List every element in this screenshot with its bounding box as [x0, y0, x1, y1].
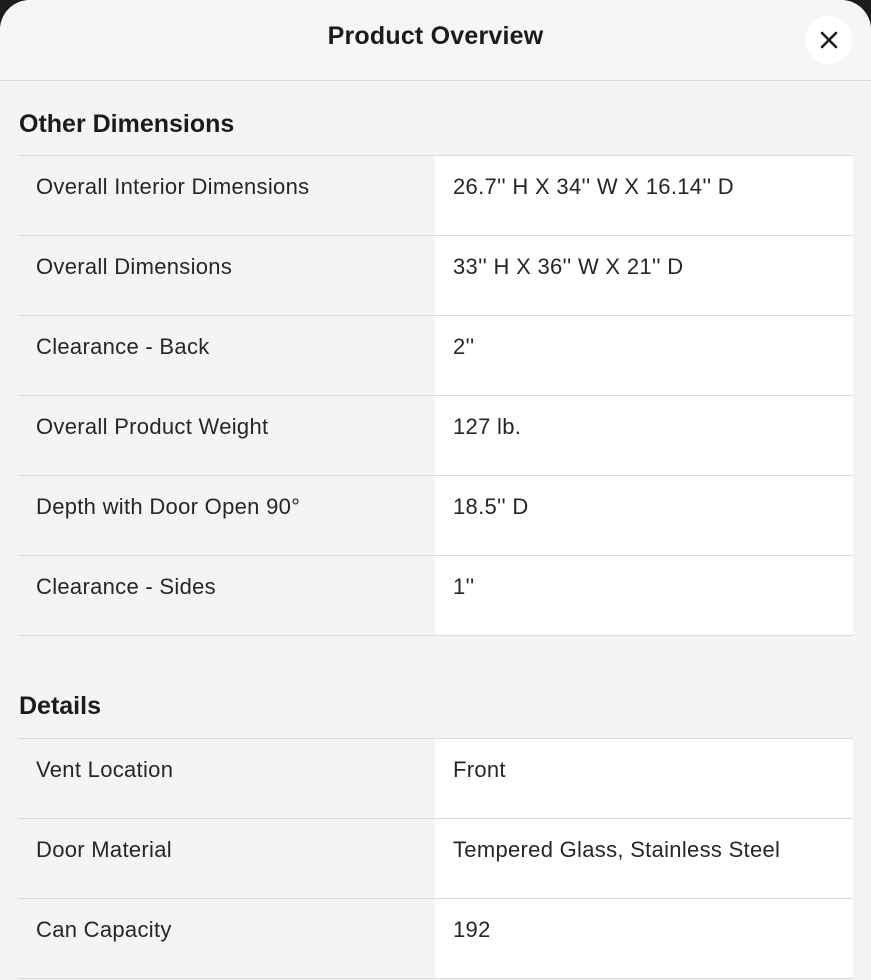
table-row — [18, 899, 853, 979]
spec-value: 127 lb. — [435, 396, 853, 475]
spec-label: Overall Dimensions — [18, 236, 435, 315]
spec-label: Depth with Door Open 90° — [18, 476, 435, 555]
table-row — [18, 236, 853, 316]
spec-value: 26.7'' H X 34'' W X 16.14'' D — [435, 156, 853, 235]
table-row — [18, 396, 853, 476]
details-table — [18, 738, 853, 979]
spec-label: Clearance - Back — [18, 316, 435, 395]
close-button[interactable] — [805, 16, 853, 64]
modal-title: Product Overview — [327, 22, 544, 50]
spec-value: 2'' — [435, 316, 853, 395]
modal-header — [0, 0, 871, 81]
spec-label: Vent Location — [18, 739, 435, 818]
spec-value: 33'' H X 36'' W X 21'' D — [435, 236, 853, 315]
table-row — [18, 156, 853, 236]
spec-value: 192 — [435, 899, 853, 978]
spec-value: 1'' — [435, 556, 853, 635]
table-row — [18, 476, 853, 556]
spec-value: Front — [435, 739, 853, 818]
spec-value: Tempered Glass, Stainless Steel — [435, 819, 853, 898]
close-icon — [820, 31, 838, 49]
spec-label: Overall Product Weight — [18, 396, 435, 475]
spec-label: Door Material — [18, 819, 435, 898]
table-row — [18, 739, 853, 819]
spec-value: 18.5'' D — [435, 476, 853, 555]
spec-label: Clearance - Sides — [18, 556, 435, 635]
other-dimensions-table — [18, 155, 853, 636]
table-row — [18, 556, 853, 636]
spec-label: Can Capacity — [18, 899, 435, 978]
table-row — [18, 819, 853, 899]
spec-label: Overall Interior Dimensions — [18, 156, 435, 235]
section-title-details: Details — [19, 692, 101, 720]
section-title-other-dimensions: Other Dimensions — [19, 110, 235, 138]
table-row — [18, 316, 853, 396]
